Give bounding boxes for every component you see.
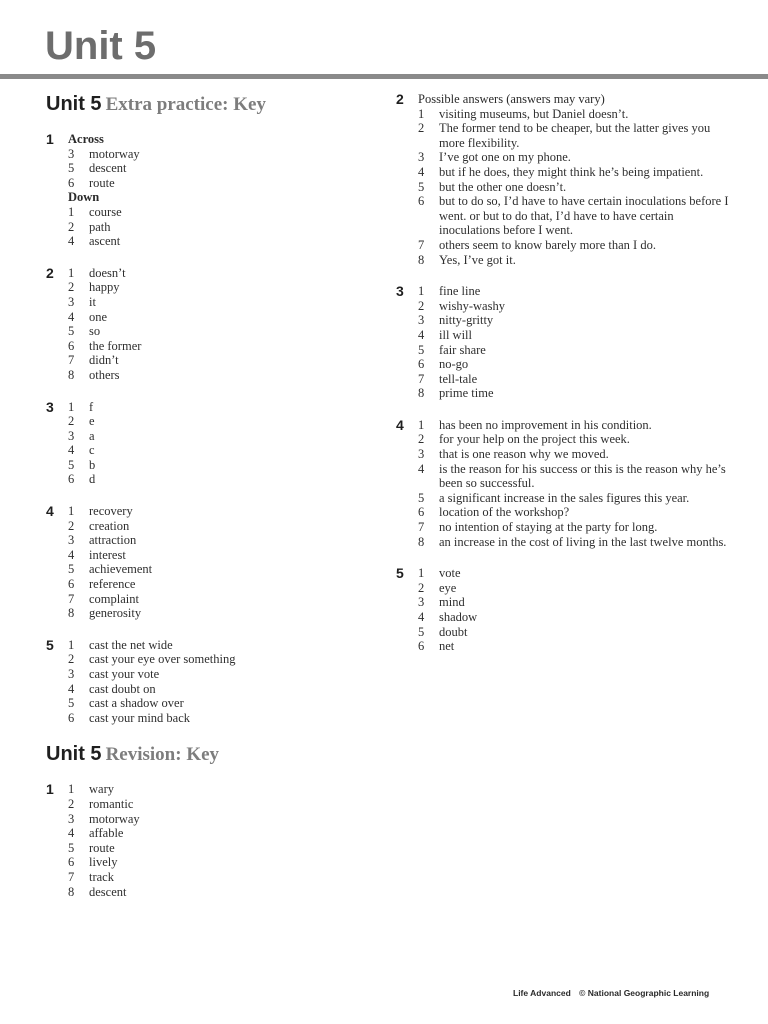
item-number: 1 [68, 399, 75, 414]
item-text: b [89, 457, 96, 472]
item-number: 8 [68, 367, 75, 382]
exercise-intro: Possible answers (answers may vary) [418, 92, 605, 106]
answer-item [418, 418, 736, 433]
item-number: 7 [418, 520, 425, 535]
page-footer [513, 988, 709, 998]
item-number: 3 [418, 595, 425, 610]
item-number: 3 [68, 533, 75, 548]
item-text: e [89, 414, 95, 429]
item-text: achievement [89, 562, 153, 577]
item-text: net [439, 639, 455, 654]
item-text: cast doubt on [89, 681, 156, 696]
item-number: 2 [418, 121, 425, 136]
item-number: 4 [418, 164, 425, 179]
answer-item [68, 339, 376, 354]
answer-list [418, 107, 736, 268]
answer-list [418, 566, 736, 654]
item-text: it [89, 294, 96, 309]
item-text: an increase in the cost of living in the last twelve months. [439, 534, 727, 549]
item-text: tell-tale [439, 371, 478, 386]
answer-item [68, 652, 376, 667]
answer-list [68, 782, 376, 899]
exercise-number: 4 [46, 503, 54, 520]
item-text: that is one reason why we moved. [439, 447, 609, 462]
item-number: 3 [418, 313, 425, 328]
item-text: d [89, 472, 96, 487]
item-text: course [89, 204, 122, 219]
item-number: 3 [68, 294, 75, 309]
item-text: path [89, 219, 111, 234]
item-text: location of the workshop? [439, 505, 570, 520]
item-text: f [89, 399, 94, 414]
section-subtitle: Extra practice: Key [105, 94, 266, 115]
revision-exercise-1 [46, 782, 376, 899]
item-number: 2 [68, 280, 75, 295]
down-label: Down [68, 190, 100, 205]
answer-item [68, 429, 376, 444]
item-text: cast your vote [89, 667, 160, 681]
item-text: nitty-gritty [439, 313, 494, 328]
section-unit-label: Unit 5 [46, 93, 102, 115]
item-number: 3 [418, 447, 425, 462]
item-text: cast the net wide [89, 637, 173, 652]
item-text: creation [89, 518, 130, 533]
answer-item [68, 161, 376, 176]
answer-item [68, 205, 376, 220]
answer-item [68, 353, 376, 368]
item-text: The former tend to be cheaper, but the latter gives you more flexibility. [439, 121, 711, 150]
item-text: has been no improvement in his condition. [439, 417, 652, 432]
item-text: but to do so, I’d have to have certain inoculations before I went. or but to do that, I’d have to have certain inoculations before I went. [439, 194, 729, 238]
answer-item [418, 253, 736, 268]
answer-item [418, 372, 736, 387]
item-number: 2 [418, 580, 425, 595]
item-number: 6 [68, 472, 75, 487]
exercise-number: 2 [46, 264, 54, 281]
item-text: c [89, 443, 95, 458]
item-number: 6 [418, 194, 425, 209]
answer-item [418, 566, 736, 581]
item-number: 6 [418, 357, 425, 372]
item-number: 5 [68, 696, 75, 711]
item-text: for your help on the project this week. [439, 432, 630, 447]
item-number: 3 [68, 667, 75, 681]
answer-list [68, 205, 376, 249]
answer-item [68, 472, 376, 487]
exercise-number: 1 [46, 131, 54, 147]
item-text: route [89, 175, 115, 190]
right-column [396, 92, 736, 654]
item-number: 7 [418, 237, 425, 252]
item-number: 2 [68, 219, 75, 234]
answer-item [68, 220, 376, 235]
answer-item [418, 284, 736, 299]
answer-item [418, 299, 736, 314]
exercise-3-compounds [396, 284, 736, 401]
item-text: mind [439, 595, 465, 610]
revision-title [46, 742, 376, 768]
answer-item [68, 812, 376, 827]
exercise-number: 3 [396, 283, 404, 300]
answer-item [68, 592, 376, 607]
item-text: I’ve got one on my phone. [439, 150, 571, 165]
item-text: cast a shadow over [89, 696, 184, 711]
exercise-number: 3 [46, 398, 54, 415]
answer-item [68, 414, 376, 429]
answer-item [418, 313, 736, 328]
item-text: ascent [89, 234, 121, 249]
item-text: eye [439, 580, 457, 595]
item-number: 3 [68, 811, 75, 826]
answer-item [68, 324, 376, 339]
item-text: doesn’t [89, 265, 126, 280]
item-text: vote [439, 566, 461, 581]
item-number: 8 [418, 252, 425, 267]
item-number: 4 [68, 681, 75, 696]
item-number: 2 [68, 414, 75, 429]
item-number: 1 [68, 504, 75, 519]
item-text: romantic [89, 796, 134, 811]
answer-item [68, 443, 376, 458]
item-text: so [89, 324, 101, 339]
item-number: 6 [68, 338, 75, 353]
exercise-4 [46, 504, 376, 621]
section-subtitle: Revision: Key [105, 744, 220, 766]
item-number: 2 [68, 652, 75, 667]
answer-item [418, 505, 736, 520]
answer-item [68, 577, 376, 592]
answer-item [418, 194, 736, 238]
item-text: happy [89, 280, 120, 295]
answer-item [418, 581, 736, 596]
item-number: 1 [418, 566, 425, 581]
item-text: ill will [439, 327, 472, 342]
answer-item [68, 562, 376, 577]
answer-item [418, 447, 736, 462]
answer-item [68, 667, 376, 682]
answer-item [68, 266, 376, 281]
item-number: 4 [68, 309, 75, 324]
exercise-3 [46, 400, 376, 488]
item-text: the former [89, 338, 142, 353]
item-number: 1 [68, 637, 75, 652]
item-text: Yes, I’ve got it. [439, 252, 516, 267]
answer-item [68, 280, 376, 295]
answer-item [418, 432, 736, 447]
answer-item [68, 176, 376, 191]
item-text: a significant increase in the sales figures this year. [439, 490, 690, 505]
item-number: 2 [418, 298, 425, 313]
item-text: interest [89, 547, 126, 562]
item-number: 7 [418, 371, 425, 386]
item-number: 5 [68, 562, 75, 577]
answer-item [68, 826, 376, 841]
answer-item [418, 625, 736, 640]
answer-item [68, 885, 376, 900]
item-number: 5 [418, 179, 425, 194]
answer-item [418, 595, 736, 610]
section-unit-label: Unit 5 [46, 743, 102, 766]
answer-list [68, 638, 376, 726]
item-number: 1 [418, 284, 425, 299]
item-text: didn’t [89, 353, 119, 368]
item-number: 5 [68, 840, 75, 855]
footer-copyright: © National Geographic Learning [579, 988, 710, 998]
answer-item [68, 782, 376, 797]
answer-item [68, 606, 376, 621]
item-number: 1 [68, 782, 75, 797]
answer-item [68, 696, 376, 711]
item-text: but the other one doesn’t. [439, 179, 567, 194]
answer-item [68, 548, 376, 563]
answer-list [68, 266, 376, 383]
answer-item [68, 310, 376, 325]
item-number: 1 [68, 265, 75, 280]
item-number: 1 [68, 204, 75, 219]
answer-item [68, 682, 376, 697]
exercise-5-words [396, 566, 736, 654]
answer-item [418, 535, 736, 550]
item-number: 8 [418, 386, 425, 401]
item-text: descent [89, 161, 127, 176]
item-text: cast your eye over something [89, 652, 236, 667]
answer-item [418, 610, 736, 625]
item-number: 6 [68, 175, 75, 190]
item-text: is the reason for his success or this is the reason why he’s been so successful. [439, 461, 726, 491]
answer-item [418, 520, 736, 535]
item-text: prime time [439, 386, 494, 401]
answer-item [68, 855, 376, 870]
answer-item [418, 343, 736, 358]
item-number: 6 [418, 639, 425, 654]
exercise-2 [46, 266, 376, 383]
exercise-number: 2 [396, 91, 404, 107]
item-text: generosity [89, 606, 142, 621]
item-text: cast your mind back [89, 710, 191, 725]
answer-list [418, 284, 736, 401]
item-text: reference [89, 577, 136, 592]
exercise-4-sentences [396, 418, 736, 549]
answer-list [68, 504, 376, 621]
item-number: 4 [68, 234, 75, 249]
item-number: 2 [418, 432, 425, 447]
item-text: complaint [89, 591, 139, 606]
item-text: descent [89, 884, 127, 899]
exercise-number: 4 [396, 416, 404, 433]
left-column [46, 92, 376, 899]
answer-item [418, 121, 736, 150]
item-number: 8 [418, 534, 425, 549]
answer-item [418, 639, 736, 654]
answer-item [68, 400, 376, 415]
item-text: shadow [439, 610, 478, 624]
answer-item [68, 368, 376, 383]
item-number: 4 [418, 461, 425, 476]
item-text: affable [89, 826, 124, 841]
item-text: doubt [439, 624, 468, 639]
item-text: others seem to know barely more than I do. [439, 237, 656, 252]
answer-item [68, 533, 376, 548]
answer-item [68, 638, 376, 653]
answer-item [68, 458, 376, 473]
item-text: route [89, 840, 115, 855]
answer-item [418, 238, 736, 253]
answer-item [418, 386, 736, 401]
item-number: 4 [68, 826, 75, 841]
item-number: 3 [68, 428, 75, 443]
item-number: 6 [418, 505, 425, 520]
item-number: 1 [418, 417, 425, 432]
answer-item [418, 491, 736, 506]
item-number: 1 [418, 106, 425, 121]
item-number: 5 [418, 490, 425, 505]
answer-item [68, 295, 376, 310]
item-text: no-go [439, 357, 469, 372]
item-number: 2 [68, 796, 75, 811]
item-number: 7 [68, 869, 75, 884]
extra-practice-title [46, 92, 376, 118]
answer-item [68, 841, 376, 856]
item-text: wishy-washy [439, 298, 505, 313]
item-text: one [89, 309, 108, 324]
answer-item [68, 147, 376, 162]
answer-list [68, 147, 376, 191]
item-number: 5 [418, 342, 425, 357]
item-number: 5 [418, 624, 425, 639]
answer-item [68, 797, 376, 812]
answer-item [68, 870, 376, 885]
exercise-number: 5 [46, 636, 54, 653]
exercise-2-possible-answers [396, 92, 736, 267]
answer-item [418, 462, 736, 491]
footer-brand: Life Advanced [513, 988, 571, 998]
header-divider [0, 74, 768, 79]
exercise-number: 1 [46, 781, 54, 798]
answer-list [68, 400, 376, 488]
item-number: 6 [68, 710, 75, 725]
answer-item [418, 328, 736, 343]
item-number: 7 [68, 353, 75, 368]
item-text: motorway [89, 811, 140, 826]
answer-item [68, 504, 376, 519]
item-number: 4 [418, 610, 425, 624]
item-number: 4 [418, 327, 425, 342]
item-text: but if he does, they might think he’s being impatient. [439, 164, 704, 179]
answer-item [68, 234, 376, 249]
exercise-number: 5 [396, 565, 404, 582]
item-number: 5 [68, 324, 75, 339]
item-number: 3 [68, 146, 75, 161]
item-number: 2 [68, 518, 75, 533]
item-text: lively [89, 855, 118, 870]
item-number: 8 [68, 606, 75, 621]
item-text: no intention of staying at the party for long. [439, 520, 658, 535]
item-number: 4 [68, 547, 75, 562]
item-number: 4 [68, 443, 75, 458]
exercise-1 [46, 132, 376, 249]
answer-item [418, 180, 736, 195]
item-number: 8 [68, 884, 75, 899]
answer-item [418, 150, 736, 165]
item-text: fair share [439, 342, 486, 357]
item-number: 5 [68, 161, 75, 176]
item-number: 6 [68, 855, 75, 870]
answer-list [418, 418, 736, 549]
item-number: 3 [418, 150, 425, 165]
item-text: visiting museums, but Daniel doesn’t. [439, 106, 629, 121]
item-number: 7 [68, 591, 75, 606]
item-text: attraction [89, 533, 137, 548]
item-text: others [89, 367, 120, 382]
answer-item [68, 711, 376, 726]
item-text: wary [89, 782, 114, 797]
item-text: fine line [439, 284, 481, 299]
item-number: 5 [68, 457, 75, 472]
item-text: a [89, 428, 95, 443]
across-label: Across [68, 132, 104, 146]
item-text: motorway [89, 146, 140, 161]
answer-item [418, 107, 736, 122]
answer-item [68, 519, 376, 534]
item-text: track [89, 869, 114, 884]
exercise-5 [46, 638, 376, 726]
item-number: 6 [68, 577, 75, 592]
page-title: Unit 5 [45, 24, 157, 68]
item-text: recovery [89, 504, 133, 519]
answer-item [418, 357, 736, 372]
answer-item [418, 165, 736, 180]
